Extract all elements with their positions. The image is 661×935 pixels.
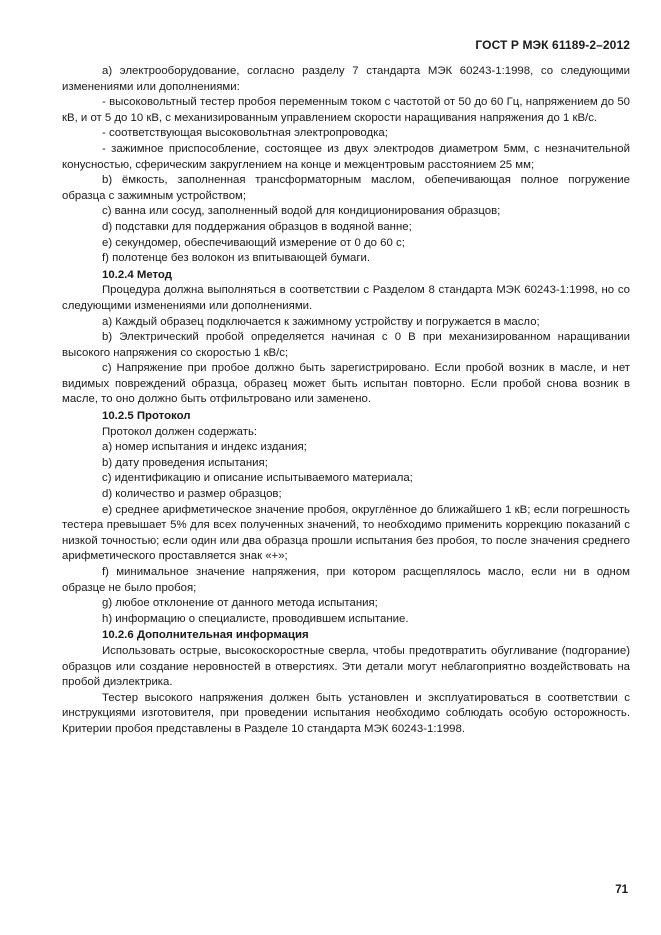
paragraph: Процедура должна выполняться в соответствии с Разделом 8 стандарта МЭК 60243-1:1998, но со следующими изменениями или дополнениями. <box>62 284 630 312</box>
paragraph: а) электрооборудование, согласно разделу 7 стандарта МЭК 60243-1:1998, со следующими изменениями или дополнениями: <box>62 65 630 93</box>
paragraph: d) подставки для поддержания образцов в водяной ванне; <box>102 220 412 233</box>
section-heading: 10.2.4 Метод <box>102 268 172 281</box>
section-heading: 10.2.6 Дополнительная информация <box>102 629 309 642</box>
paragraph: d) количество и размер образцов; <box>102 488 282 501</box>
paragraph: c) идентификацию и описание испытываемого материала; <box>102 472 413 485</box>
paragraph: Протокол должен содержать: <box>102 425 258 438</box>
paragraph: f) полотенце без волокон из впитывающей бумаги. <box>102 252 371 265</box>
paragraph: f) минимальное значение напряжения, при котором расщеплялось масло, если ни в одном образце не было пробоя; <box>62 566 630 594</box>
paragraph: b) дату проведения испытания; <box>102 456 268 469</box>
paragraph: Тестер высокого напряжения должен быть установлен и эксплуатироваться в соответствии с инструкциями изготовителя, при проведении испытания необходимо соблюдать особую осторожность. Критерии пробоя представлены в Разделе 10 стандарта МЭК 60243-1:1998. <box>62 691 630 735</box>
paragraph: Использовать острые, высокоскоростные сверла, чтобы предотвратить обугливание (подгорание) образцов или создание неровностей в отверстиях. Эти детали могут неблагоприятно воздействовать на пробой диэлектрика. <box>62 644 630 689</box>
paragraph: - зажимное приспособление, состоящее из двух электродов диаметром 5мм, с незначительной конусностью, сферическим закруглением на конце и межцентровым расстоянием 25 мм; <box>62 142 630 171</box>
paragraph: e) секундомер, обеспечивающий измерение от 0 до 60 с; <box>102 236 405 249</box>
paragraph: g) любое отклонение от данного метода испытания; <box>102 597 378 610</box>
page-header: ГОСТ Р МЭК 61189-2–2012 <box>475 38 630 52</box>
paragraph: - соответствующая высоковольтная электропроводка; <box>102 127 388 140</box>
paragraph: c) ванна или сосуд, заполненный водой для кондиционирования образцов; <box>102 205 501 218</box>
document-body <box>62 64 630 738</box>
paragraph: a) Каждый образец подключается к зажимному устройству и погружается в масло; <box>102 315 540 328</box>
paragraph: c) Напряжение при пробое должно быть зарегистрировано. Если пробой возник в масле, и нет видимых повреждений образца, образец может быть испытан повторно. Если пробой снова возник в масле, то оно должно быть отфильтровано или заменено. <box>62 362 630 406</box>
paragraph: e) среднее арифметическое значение пробоя, округлённое до ближайшего 1 кВ; если погрешность тестера превышает 5% для всех полученных значений, то необходимо применить коррекцию показаний с низкой точностью; если один или два образца прошли испытания без пробоя, то после значения среднего арифметического проставляется знак «+»; <box>62 503 630 563</box>
paragraph: - высоковольтный тестер пробоя переменным током с частотой от 50 до 60 Гц, напряжением до 50 кВ, и от 5 до 10 кВ, с механизированным управлением скорости наращивания напряжения до 1 кВ/с. <box>62 96 630 124</box>
paragraph: b) ёмкость, заполненная трансформаторным маслом, обепечивающая полное погружение образца с зажимным устройством; <box>62 174 630 202</box>
paragraph: h) информацию о специалисте, проводившем испытание. <box>102 612 409 625</box>
paragraph: b) Электрический пробой определяется начиная с 0 В при механизированном наращивании высокого напряжения со скоростью 1 кВ/с; <box>62 331 630 359</box>
page-number: 71 <box>615 884 628 896</box>
section-heading: 10.2.5 Протокол <box>102 410 191 423</box>
paragraph: a) номер испытания и индекс издания; <box>102 441 307 454</box>
